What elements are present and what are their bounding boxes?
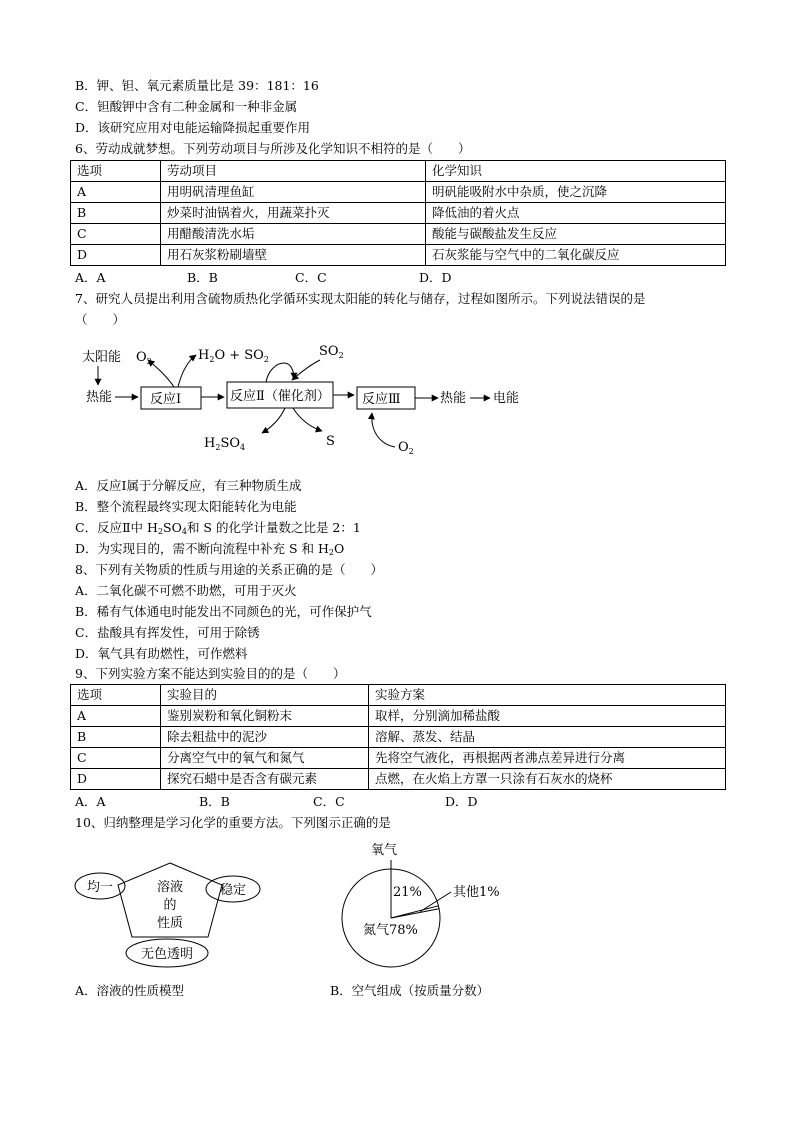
o2-in-arrow — [372, 413, 395, 447]
air-composition-pie — [335, 838, 515, 973]
table-cell: 点燃，在火焰上方罩一只涂有石灰水的烧杯 — [369, 769, 726, 790]
o2-in-label: $O_2$ — [398, 440, 414, 456]
q5-option-d: D．该研究应用对电能运输降损起重要作用 — [75, 120, 311, 135]
q6-option-d[interactable]: D．D — [419, 270, 452, 285]
table-cell: C — [71, 224, 161, 245]
o2-out-arrow — [148, 360, 174, 387]
table-cell: 炒菜时油锅着火，用蔬菜扑灭 — [161, 203, 426, 224]
table-cell: 用醋酸清洗水垢 — [161, 224, 426, 245]
table-cell: 用明矾清理鱼缸 — [161, 182, 426, 203]
q8-option-c: C．盐酸具有挥发性，可用于除锈 — [75, 625, 260, 640]
other-leader-line — [420, 892, 451, 912]
q8-stem: 8、下列有关物质的性质与用途的关系正确的是（ ） — [75, 562, 383, 577]
q7-option-c: C．反应Ⅱ中 $H_2SO_4$和 S 的化学计量数之比是 2：1 — [75, 520, 361, 536]
so2-top-label: $SO_2$ — [319, 344, 344, 360]
q7-stem-bracket: （ ） — [75, 312, 126, 327]
table-row — [71, 748, 726, 769]
heat-out-label: 热能 — [440, 391, 467, 406]
q10-stem: 10、归纳整理是学习化学的重要方法。下列图示正确的是 — [75, 815, 391, 830]
pie-slice-氮气 — [391, 909, 439, 918]
heat-energy-label: 热能 — [86, 390, 113, 405]
so2-in-arrow — [292, 360, 320, 380]
center-label-line3: 性质 — [156, 916, 184, 931]
center-label-line1: 溶液 — [156, 880, 184, 895]
s-out-arrow — [293, 408, 322, 431]
table-cell: 石灰浆能与空气中的二氧化碳反应 — [426, 245, 726, 266]
table-cell: 酸能与碳酸盐发生反应 — [426, 224, 726, 245]
electric-energy-label: 电能 — [493, 391, 520, 406]
table-row — [71, 224, 726, 245]
so2-return-arrow — [266, 363, 294, 382]
table-cell: 先将空气液化，再根据两者沸点差异进行分离 — [369, 748, 726, 769]
h2so4-out-arrow — [262, 408, 285, 433]
right-label: 稳定 — [219, 883, 247, 898]
q9-option-b[interactable]: B．B — [199, 794, 230, 809]
q5-option-b: B．钾、钽、氧元素质量比是 39：181：16 — [75, 78, 319, 93]
q7-option-a: A．反应Ⅰ属于分解反应，有三种物质生成 — [75, 478, 302, 493]
table-header-cell: 劳动项目 — [161, 161, 426, 182]
table-cell: 鉴别炭粉和氧化铜粉末 — [161, 706, 369, 727]
h2o-so2-label: $H_2O + SO_2$ — [198, 348, 269, 364]
solar-energy-label: 太阳能 — [82, 350, 122, 365]
q6-stem: 6、劳动成就梦想。下列劳动项目与所涉及化学知识不相符的是（ ） — [75, 141, 471, 156]
table-cell: A — [71, 182, 161, 203]
table-header-cell: 选项 — [71, 685, 161, 706]
table-row — [71, 769, 726, 790]
h2o-so2-out-arrow — [178, 355, 196, 387]
table-cell: D — [71, 769, 161, 790]
q7-stem: 7、研究人员提出利用含硫物质热化学循环实现太阳能的转化与储存，过程如图所示。下列说法错误的是 — [75, 291, 646, 306]
q9-stem: 9、下列实验方案不能达到实验目的的是（ ） — [75, 666, 346, 681]
q9-table — [70, 684, 726, 790]
table-header-cell: 选项 — [71, 161, 161, 182]
slice-label-oxygen: 21% — [393, 885, 422, 900]
q5-option-c: C．钽酸钾中含有二种金属和一种非金属 — [75, 99, 298, 114]
table-header-row — [71, 685, 726, 706]
q8-option-a: A．二氧化碳不可燃不助燃，可用于灭火 — [75, 583, 297, 598]
q10-option-b-caption: B．空气组成（按质量分数） — [330, 983, 490, 998]
q7-option-d: D．为实现目的，需不断向流程中补充 S 和 $H_2O$ — [75, 541, 345, 557]
q6-option-a[interactable]: A．A — [75, 270, 106, 285]
q8-option-d: D．氧气具有助燃性，可作燃料 — [75, 646, 248, 661]
oxygen-label: 氧气 — [371, 843, 398, 858]
slice-label-other: 其他1% — [453, 885, 500, 900]
center-label-line2: 的 — [163, 898, 177, 913]
h2so4-label: $H_2SO_4$ — [204, 436, 246, 452]
table-cell: 用石灰浆粉刷墙壁 — [161, 245, 426, 266]
table-header-cell: 化学知识 — [426, 161, 726, 182]
table-header-cell: 实验方案 — [369, 685, 726, 706]
q7-option-b: B．整个流程最终实现太阳能转化为电能 — [75, 499, 297, 514]
table-cell: 除去粗盐中的泥沙 — [161, 727, 369, 748]
q9-option-d[interactable]: D．D — [445, 794, 478, 809]
solution-properties-diagram — [70, 855, 270, 973]
q6-option-b[interactable]: B．B — [187, 270, 218, 285]
table-cell: 溶解、蒸发、结晶 — [369, 727, 726, 748]
left-label: 均一 — [86, 880, 114, 895]
q7-flow-diagram — [70, 335, 550, 465]
s-label: S — [326, 434, 335, 449]
table-header-cell: 实验目的 — [161, 685, 369, 706]
table-cell: A — [71, 706, 161, 727]
q6-options — [75, 270, 452, 286]
table-cell: C — [71, 748, 161, 769]
table-row — [71, 182, 726, 203]
q6-option-c[interactable]: C．C — [295, 270, 327, 285]
table-cell: D — [71, 245, 161, 266]
reaction-3-label: 反应Ⅲ — [362, 392, 401, 407]
table-row — [71, 245, 726, 266]
q9-options — [75, 794, 478, 810]
table-cell: 探究石蜡中是否含有碳元素 — [161, 769, 369, 790]
table-cell: 取样，分别滴加稀盐酸 — [369, 706, 726, 727]
table-cell: B — [71, 727, 161, 748]
bottom-label: 无色透明 — [140, 947, 194, 962]
table-header-row — [71, 161, 726, 182]
slice-label-nitrogen: 氮气78% — [363, 923, 418, 938]
table-cell: 分离空气中的氧气和氮气 — [161, 748, 369, 769]
table-row — [71, 706, 726, 727]
table-cell: B — [71, 203, 161, 224]
q6-table — [70, 160, 726, 266]
q10-option-a-caption: A．溶液的性质模型 — [75, 983, 185, 998]
q9-option-c[interactable]: C．C — [313, 794, 345, 809]
o2-out-label: $O_2$ — [136, 350, 152, 366]
reaction-2-label: 反应Ⅱ（催化剂） — [230, 389, 330, 404]
table-cell: 明矾能吸附水中杂质，使之沉降 — [426, 182, 726, 203]
table-row — [71, 203, 726, 224]
q9-option-a[interactable]: A．A — [75, 794, 106, 809]
table-row — [71, 727, 726, 748]
q8-option-b: B．稀有气体通电时能发出不同颜色的光，可作保护气 — [75, 604, 372, 619]
table-cell: 降低油的着火点 — [426, 203, 726, 224]
reaction-1-label: 反应Ⅰ — [150, 392, 182, 407]
